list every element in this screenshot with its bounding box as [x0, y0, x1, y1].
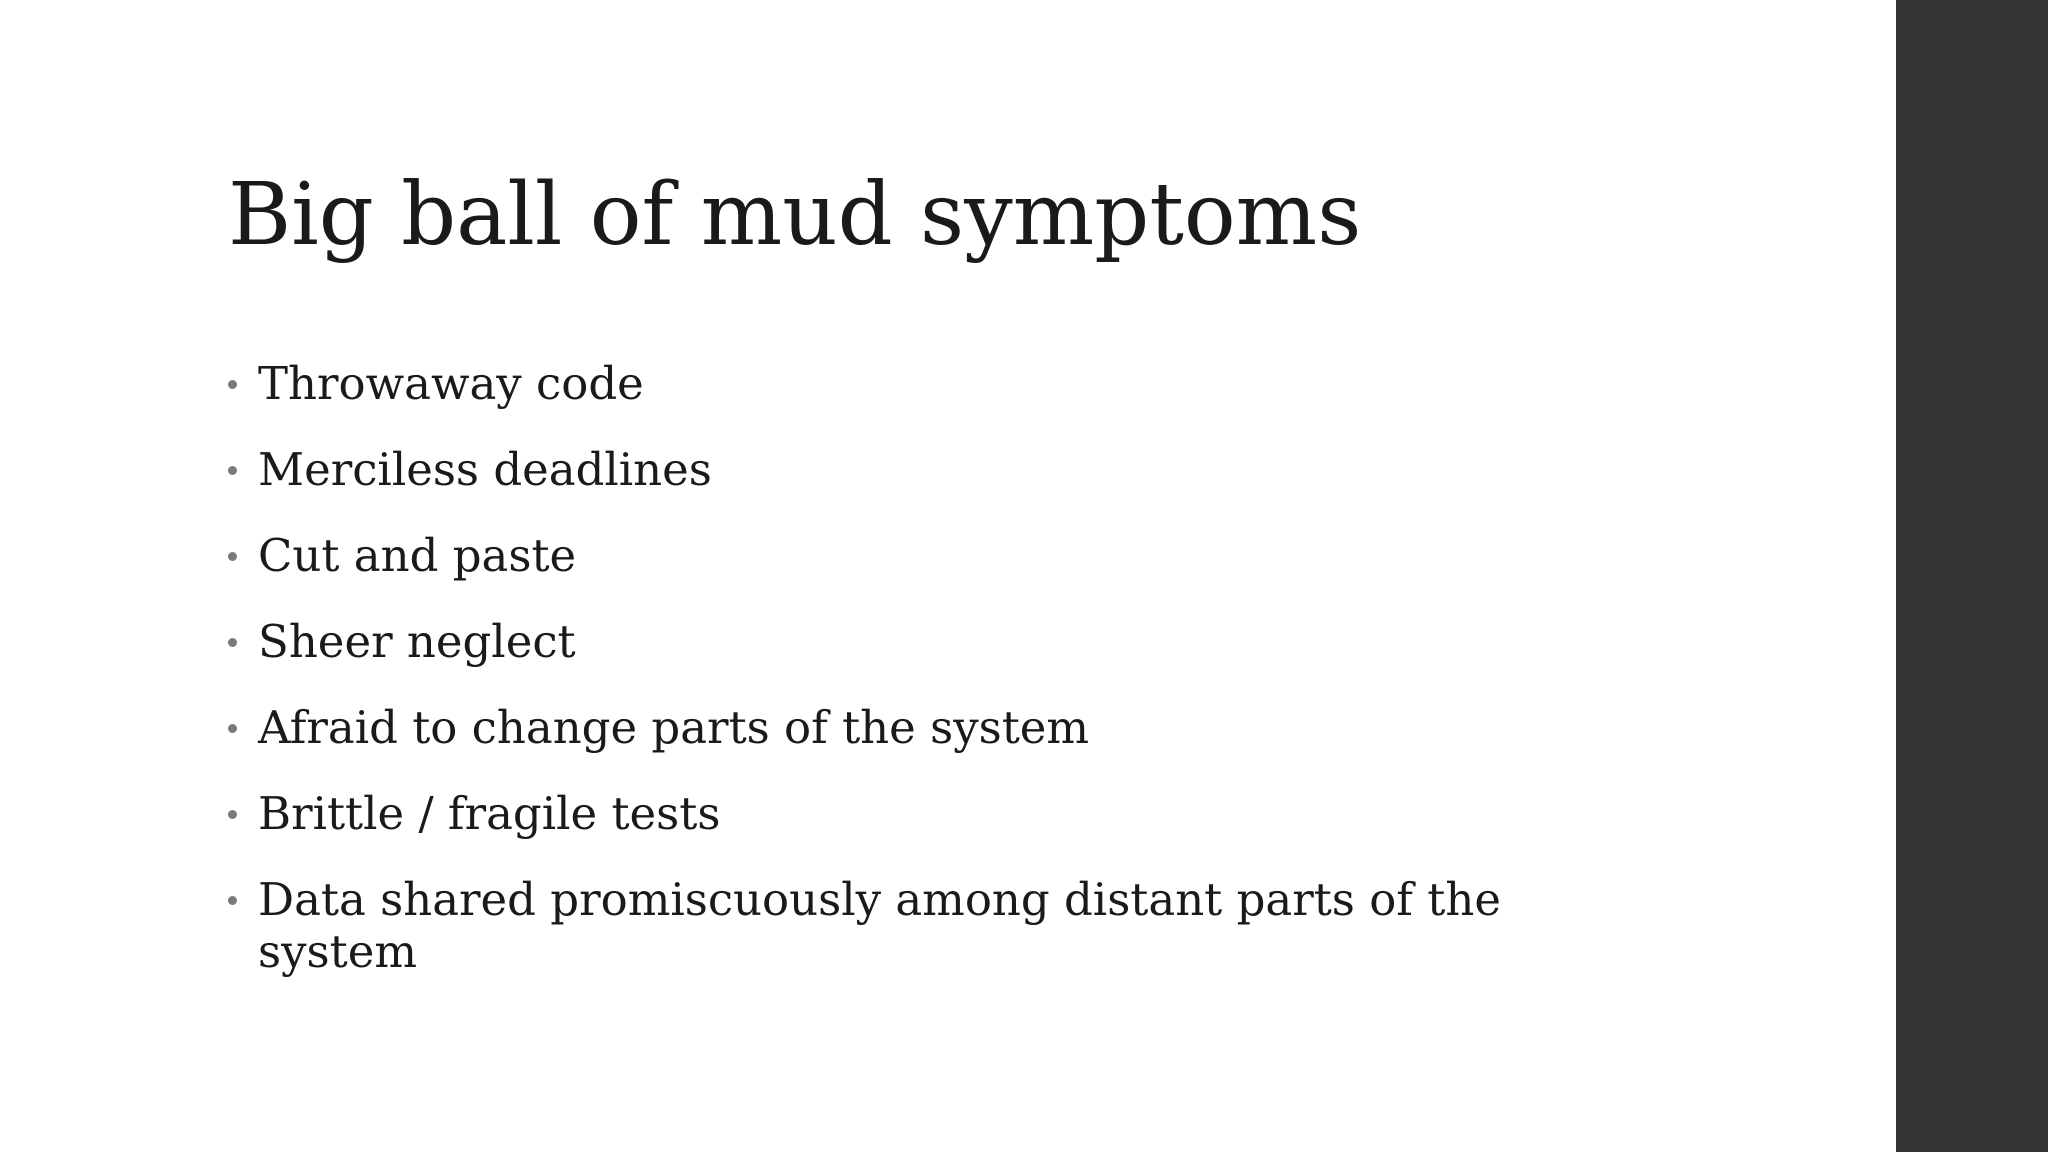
- bullet-dot-icon: [228, 380, 237, 389]
- bullet-item: [228, 444, 1628, 496]
- bullet-item: [228, 788, 1628, 840]
- bullet-text: Data shared promiscuously among distant parts of the system: [258, 873, 1501, 978]
- bullet-dot-icon: [228, 896, 237, 905]
- bullet-text: Afraid to change parts of the system: [258, 701, 1090, 754]
- bullet-text: Throwaway code: [258, 357, 644, 410]
- bullet-dot-icon: [228, 638, 237, 647]
- bullet-item: [228, 616, 1628, 668]
- bullet-text: Cut and paste: [258, 529, 577, 582]
- bullet-list: [228, 358, 1628, 1012]
- slide-title: Big ball of mud symptoms: [228, 165, 1362, 265]
- bullet-item: [228, 874, 1628, 978]
- bullet-item: [228, 702, 1628, 754]
- bullet-item: [228, 530, 1628, 582]
- bullet-dot-icon: [228, 552, 237, 561]
- bullet-item: [228, 358, 1628, 410]
- bullet-text: Sheer neglect: [258, 615, 576, 668]
- side-bar-decoration: [1896, 0, 2048, 1152]
- bullet-dot-icon: [228, 810, 237, 819]
- bullet-dot-icon: [228, 466, 237, 475]
- bullet-text: Merciless deadlines: [258, 443, 712, 496]
- bullet-text: Brittle / fragile tests: [258, 787, 721, 840]
- bullet-dot-icon: [228, 724, 237, 733]
